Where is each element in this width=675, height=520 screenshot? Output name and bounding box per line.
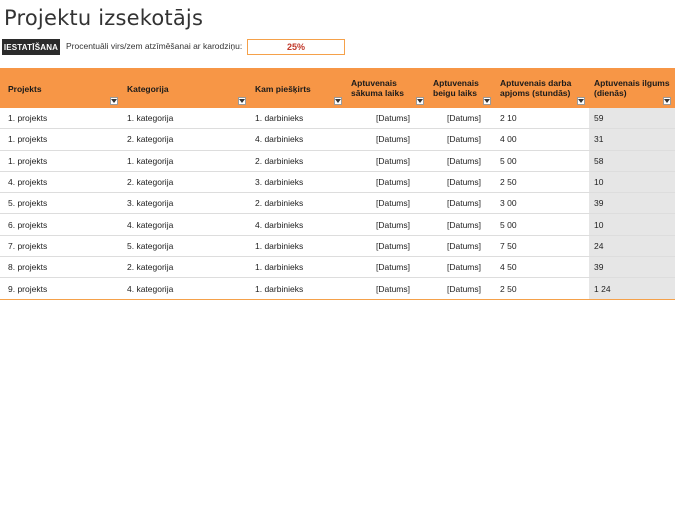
header-sakuma-laiks-label: sākuma laiks — [351, 88, 404, 98]
filter-dropdown-button[interactable] — [483, 97, 491, 105]
project-table — [0, 68, 675, 300]
filter-dropdown-button[interactable] — [663, 97, 671, 105]
cell-ilgums: 39 — [589, 257, 675, 277]
cell-darba-apjoms: 5 00 — [500, 219, 517, 230]
cell-darbinieks: 2. darbinieks — [255, 198, 304, 209]
header-ilgums-label: Aptuvenais ilgums — [594, 78, 670, 88]
cell-projekts: 1. projekts — [8, 155, 48, 166]
header-darba-apjoms-label: Aptuvenais darba — [500, 78, 572, 88]
setup-row — [0, 39, 675, 55]
header-sakuma-laiks-label: Aptuvenais — [351, 78, 397, 88]
cell-ilgums: 10 — [589, 172, 675, 192]
cell-darbinieks: 1. darbinieks — [255, 240, 304, 251]
cell-projekts: 1. projekts — [8, 134, 48, 145]
cell-projekts: 5. projekts — [8, 198, 48, 209]
flag-percent-label: Procentuāli virs/zem atzīmēšanai ar karodziņu: — [66, 41, 243, 51]
cell-sakuma-laiks: [Datums] — [375, 240, 410, 251]
cell-kategorija: 4. kategorija — [127, 219, 174, 230]
cell-projekts: 7. projekts — [8, 240, 48, 251]
cell-kategorija: 1. kategorija — [127, 113, 174, 124]
cell-beigu-laiks: [Datums] — [446, 198, 481, 209]
page-title: Projektu izsekotājs — [4, 6, 204, 30]
cell-sakuma-laiks: [Datums] — [375, 113, 410, 124]
header-kam-pieskirts — [250, 68, 346, 108]
cell-sakuma-laiks: [Datums] — [375, 155, 410, 166]
table-row[interactable] — [0, 108, 675, 129]
filter-dropdown-button[interactable] — [110, 97, 118, 105]
cell-ilgums: 10 — [589, 214, 675, 234]
table-row[interactable] — [0, 172, 675, 193]
header-kam-pieskirts-label: Kam piešķirts — [255, 84, 311, 94]
cell-darbinieks: 2. darbinieks — [255, 155, 304, 166]
cell-kategorija: 2. kategorija — [127, 134, 174, 145]
cell-darbinieks: 1. darbinieks — [255, 113, 304, 124]
filter-dropdown-button[interactable] — [416, 97, 424, 105]
cell-ilgums: 24 — [589, 236, 675, 256]
chevron-down-icon — [335, 99, 341, 103]
header-darba-apjoms-label: apjoms (stundās) — [500, 88, 571, 98]
cell-sakuma-laiks: [Datums] — [375, 177, 410, 188]
cell-darbinieks: 4. darbinieks — [255, 219, 304, 230]
cell-sakuma-laiks: [Datums] — [375, 262, 410, 273]
cell-kategorija: 2. kategorija — [127, 177, 174, 188]
cell-darba-apjoms: 4 50 — [500, 262, 517, 273]
cell-kategorija: 4. kategorija — [127, 283, 174, 294]
cell-kategorija: 1. kategorija — [127, 155, 174, 166]
cell-ilgums: 58 — [589, 151, 675, 171]
cell-darbinieks: 4. darbinieks — [255, 134, 304, 145]
table-row[interactable] — [0, 193, 675, 214]
chevron-down-icon — [111, 99, 117, 103]
chevron-down-icon — [578, 99, 584, 103]
cell-beigu-laiks: [Datums] — [446, 177, 481, 188]
cell-darba-apjoms: 3 00 — [500, 198, 517, 209]
table-body — [0, 108, 675, 300]
cell-beigu-laiks: [Datums] — [446, 219, 481, 230]
cell-beigu-laiks: [Datums] — [446, 134, 481, 145]
cell-sakuma-laiks: [Datums] — [375, 134, 410, 145]
cell-darba-apjoms: 2 50 — [500, 283, 517, 294]
flag-percent-input[interactable] — [247, 39, 345, 55]
cell-beigu-laiks: [Datums] — [446, 240, 481, 251]
table-row[interactable] — [0, 151, 675, 172]
table-row[interactable] — [0, 257, 675, 278]
cell-darba-apjoms: 5 00 — [500, 155, 517, 166]
cell-beigu-laiks: [Datums] — [446, 113, 481, 124]
header-beigu-laiks-label: beigu laiks — [433, 88, 477, 98]
header-projekts-label: Projekts — [8, 84, 42, 94]
chevron-down-icon — [239, 99, 245, 103]
cell-beigu-laiks: [Datums] — [446, 262, 481, 273]
table-row[interactable] — [0, 214, 675, 235]
table-row[interactable] — [0, 129, 675, 150]
cell-ilgums: 31 — [589, 129, 675, 149]
filter-dropdown-button[interactable] — [238, 97, 246, 105]
cell-kategorija: 5. kategorija — [127, 240, 174, 251]
setup-button[interactable]: IESTATĪŠANA — [2, 39, 60, 55]
cell-darba-apjoms: 7 50 — [500, 240, 517, 251]
chevron-down-icon — [417, 99, 423, 103]
filter-dropdown-button[interactable] — [577, 97, 585, 105]
chevron-down-icon — [484, 99, 490, 103]
cell-kategorija: 2. kategorija — [127, 262, 174, 273]
cell-projekts: 6. projekts — [8, 219, 48, 230]
cell-projekts: 1. projekts — [8, 113, 48, 124]
cell-ilgums: 39 — [589, 193, 675, 213]
cell-sakuma-laiks: [Datums] — [375, 219, 410, 230]
chevron-down-icon — [664, 99, 670, 103]
table-row[interactable] — [0, 236, 675, 257]
table-header — [0, 68, 675, 108]
cell-ilgums: 59 — [589, 108, 675, 128]
cell-kategorija: 3. kategorija — [127, 198, 174, 209]
header-kategorija — [122, 68, 250, 108]
cell-beigu-laiks: [Datums] — [446, 283, 481, 294]
cell-projekts: 4. projekts — [8, 177, 48, 188]
header-darba-apjoms — [495, 68, 589, 108]
header-kategorija-label: Kategorija — [127, 84, 169, 94]
cell-darbinieks: 1. darbinieks — [255, 283, 304, 294]
cell-ilgums: 1 24 — [589, 278, 675, 298]
header-projekts — [0, 68, 122, 108]
filter-dropdown-button[interactable] — [334, 97, 342, 105]
cell-beigu-laiks: [Datums] — [446, 155, 481, 166]
cell-darba-apjoms: 2 50 — [500, 177, 517, 188]
cell-projekts: 8. projekts — [8, 262, 48, 273]
cell-sakuma-laiks: [Datums] — [375, 283, 410, 294]
cell-sakuma-laiks: [Datums] — [375, 198, 410, 209]
table-row[interactable] — [0, 278, 675, 299]
header-beigu-laiks — [428, 68, 495, 108]
cell-darba-apjoms: 4 00 — [500, 134, 517, 145]
cell-projekts: 9. projekts — [8, 283, 48, 294]
cell-darbinieks: 3. darbinieks — [255, 177, 304, 188]
header-ilgums — [589, 68, 675, 108]
cell-darba-apjoms: 2 10 — [500, 113, 517, 124]
cell-darbinieks: 1. darbinieks — [255, 262, 304, 273]
header-sakuma-laiks — [346, 68, 428, 108]
header-beigu-laiks-label: Aptuvenais — [433, 78, 479, 88]
header-ilgums-label: (dienās) — [594, 88, 627, 98]
